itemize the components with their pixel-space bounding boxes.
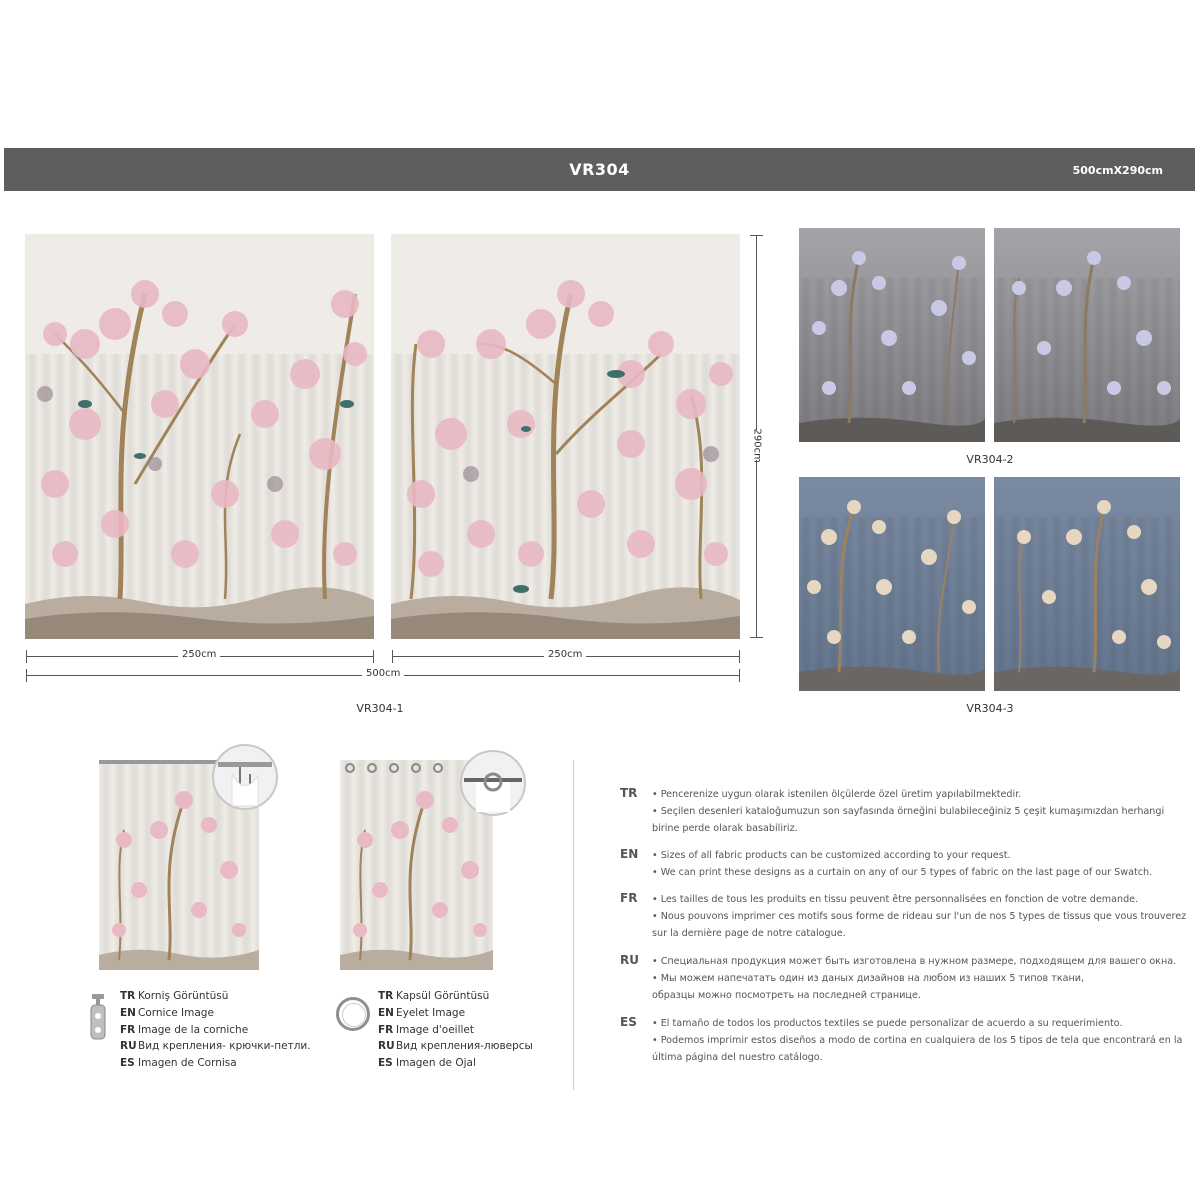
total-width-label: 500cm (362, 668, 404, 679)
product-code: VR304 (569, 160, 630, 179)
lang-code: FR (620, 891, 638, 905)
variant-3-panel-left (799, 477, 985, 691)
variant-3-caption: VR304-3 (966, 702, 1014, 715)
height-tick-top (750, 235, 763, 236)
eyelet-zoom (460, 750, 526, 816)
lang-code: ES (620, 1015, 637, 1029)
mural-artwork (25, 234, 374, 639)
mural-artwork (391, 234, 740, 639)
title-bar (4, 148, 1195, 191)
main-panel-right (391, 234, 740, 639)
variant-2-panel-right (994, 228, 1180, 442)
eyelet-ring-icon (336, 997, 370, 1031)
height-tick-bottom (750, 637, 763, 638)
section-divider (573, 760, 574, 1090)
variant-2-caption: VR304-2 (966, 453, 1014, 466)
variant-3-panel-right (994, 477, 1180, 691)
main-panel-left (25, 234, 374, 639)
panel-width-label-left: 250cm (178, 649, 220, 660)
panel-width-label-right: 250cm (544, 649, 586, 660)
product-dimensions: 500cmX290cm (1072, 164, 1163, 177)
variant-2-panel-left (799, 228, 985, 442)
main-design-caption: VR304-1 (356, 702, 404, 715)
cornice-hook-icon (88, 994, 108, 1046)
lang-code: TR (620, 786, 638, 800)
cornice-hook-zoom (212, 744, 278, 810)
eyelet-ring-icon (462, 752, 524, 814)
height-label: 290cm (751, 428, 763, 463)
lang-code: EN (620, 847, 639, 861)
eyelet-legend: TR Kapsül Görüntüsü EN Eyelet Image FR Image d'oeillet RUВид крепления-люверсы ES Imagen de Ojal (378, 990, 533, 1070)
cornice-legend: TR Korniş Görüntüsü EN Cornice Image FR Image de la corniche RUВид крепления- крючки-петли. ES Imagen de Cornisa (120, 990, 311, 1070)
lang-code: RU (620, 953, 639, 967)
cornice-hook-icon (214, 746, 276, 808)
